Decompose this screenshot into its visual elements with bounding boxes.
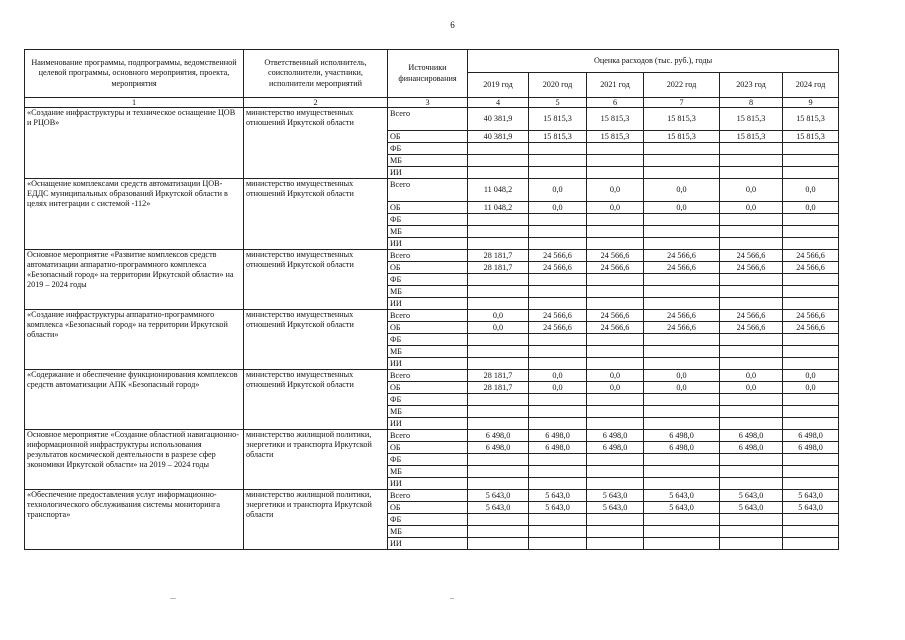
expense-value <box>783 454 839 466</box>
funding-source: МБ <box>388 346 468 358</box>
expense-value <box>529 406 587 418</box>
expense-value <box>468 334 529 346</box>
funding-source: Всего <box>388 430 468 442</box>
expense-value: 0,0 <box>529 179 587 202</box>
expense-value <box>468 454 529 466</box>
expense-value <box>644 226 720 238</box>
expense-value: 0,0 <box>587 202 644 214</box>
expense-value <box>468 466 529 478</box>
funding-source: Всего <box>388 370 468 382</box>
funding-source: ФБ <box>388 214 468 226</box>
expense-value: 0,0 <box>644 202 720 214</box>
expense-value <box>720 143 783 155</box>
expense-value <box>468 167 529 179</box>
expense-value <box>720 478 783 490</box>
expense-value <box>529 358 587 370</box>
expense-value: 0,0 <box>587 179 644 202</box>
responsible-executor: министерство имущественных отношений Иркутской области <box>244 179 388 250</box>
expense-value <box>720 406 783 418</box>
expense-value <box>720 358 783 370</box>
expense-value <box>587 286 644 298</box>
expense-value <box>468 286 529 298</box>
expense-value: 0,0 <box>644 179 720 202</box>
column-number: 8 <box>720 98 783 108</box>
column-number: 1 <box>25 98 244 108</box>
expense-value <box>783 418 839 430</box>
activity-name: «Создание инфраструктуры и техническое оснащение ЦОВ и РЦОВ» <box>25 108 244 179</box>
expense-value: 28 181,7 <box>468 382 529 394</box>
expense-value <box>720 155 783 167</box>
expense-value: 28 181,7 <box>468 262 529 274</box>
expense-value: 0,0 <box>529 382 587 394</box>
table-row <box>25 250 839 262</box>
expense-value <box>468 346 529 358</box>
table-row <box>25 310 839 322</box>
expense-value <box>468 394 529 406</box>
expense-value: 6 498,0 <box>783 430 839 442</box>
expense-value: 15 815,3 <box>783 131 839 143</box>
expense-value <box>644 514 720 526</box>
expense-value <box>587 478 644 490</box>
expense-value <box>529 143 587 155</box>
expense-value <box>529 346 587 358</box>
expense-value: 5 643,0 <box>587 502 644 514</box>
expense-value <box>529 334 587 346</box>
expense-value: 24 566,6 <box>644 250 720 262</box>
expense-value: 5 643,0 <box>529 502 587 514</box>
expense-value <box>587 143 644 155</box>
funding-source: МБ <box>388 155 468 167</box>
funding-source: ИИ <box>388 418 468 430</box>
expense-value: 5 643,0 <box>783 490 839 502</box>
expense-value <box>783 286 839 298</box>
expense-value: 6 498,0 <box>529 442 587 454</box>
expense-value <box>529 155 587 167</box>
expense-value: 6 498,0 <box>587 430 644 442</box>
funding-source: Всего <box>388 490 468 502</box>
table-body <box>25 108 839 550</box>
expense-value: 15 815,3 <box>587 131 644 143</box>
expense-value: 0,0 <box>644 382 720 394</box>
expense-value <box>468 538 529 550</box>
funding-source: ФБ <box>388 143 468 155</box>
funding-source: ОБ <box>388 502 468 514</box>
table-row <box>25 430 839 442</box>
column-number: 4 <box>468 98 529 108</box>
expense-value: 6 498,0 <box>644 430 720 442</box>
funding-source: ИИ <box>388 298 468 310</box>
expense-value <box>468 406 529 418</box>
column-number: 9 <box>783 98 839 108</box>
funding-source: ИИ <box>388 167 468 179</box>
expense-value <box>587 274 644 286</box>
expense-value <box>720 274 783 286</box>
page-number: 6 <box>450 20 455 30</box>
expense-value <box>644 358 720 370</box>
header-year: 2019 год <box>468 73 529 98</box>
expense-value: 6 498,0 <box>720 442 783 454</box>
header-responsible: Ответственный исполнитель, соисполнители, участники, исполнители мероприятий <box>244 50 388 98</box>
expense-value: 0,0 <box>783 179 839 202</box>
expense-value: 24 566,6 <box>720 310 783 322</box>
funding-source: МБ <box>388 526 468 538</box>
expense-value <box>468 358 529 370</box>
expense-value: 24 566,6 <box>720 322 783 334</box>
expense-value <box>720 418 783 430</box>
expense-value: 11 048,2 <box>468 202 529 214</box>
expense-value <box>644 538 720 550</box>
expense-value <box>644 167 720 179</box>
expense-value: 15 815,3 <box>720 108 783 131</box>
expense-value <box>529 514 587 526</box>
funding-source: Всего <box>388 310 468 322</box>
expense-value <box>720 226 783 238</box>
expense-value <box>587 214 644 226</box>
column-number-row <box>25 98 839 108</box>
expense-value <box>783 394 839 406</box>
column-number: 2 <box>244 98 388 108</box>
responsible-executor: министерство имущественных отношений Иркутской области <box>244 108 388 179</box>
expense-value: 6 498,0 <box>468 442 529 454</box>
expense-value <box>783 406 839 418</box>
expense-value: 24 566,6 <box>783 322 839 334</box>
expense-value <box>720 286 783 298</box>
expense-value <box>529 538 587 550</box>
expense-value: 15 815,3 <box>644 131 720 143</box>
expense-value <box>587 418 644 430</box>
expense-value <box>783 358 839 370</box>
expense-value <box>783 167 839 179</box>
expense-value <box>587 238 644 250</box>
activity-name: «Создание инфраструктуры аппаратно-программного комплекса «Безопасный город» на территории Иркутской области» <box>25 310 244 370</box>
funding-source: ФБ <box>388 454 468 466</box>
expense-value: 28 181,7 <box>468 370 529 382</box>
expense-value <box>720 538 783 550</box>
expense-value <box>720 238 783 250</box>
funding-source: ФБ <box>388 394 468 406</box>
responsible-executor: министерство имущественных отношений Иркутской области <box>244 310 388 370</box>
expense-value <box>783 298 839 310</box>
expense-value: 24 566,6 <box>587 262 644 274</box>
expense-value <box>644 143 720 155</box>
expense-value <box>587 538 644 550</box>
expense-value <box>720 466 783 478</box>
expense-value: 5 643,0 <box>468 490 529 502</box>
funding-source: ОБ <box>388 382 468 394</box>
expense-value <box>587 155 644 167</box>
expense-value <box>529 274 587 286</box>
expense-value: 5 643,0 <box>720 502 783 514</box>
expense-value <box>529 418 587 430</box>
expense-value <box>644 334 720 346</box>
expense-value: 15 815,3 <box>587 108 644 131</box>
expense-value <box>468 274 529 286</box>
expense-value: 0,0 <box>529 370 587 382</box>
expense-value: 0,0 <box>783 370 839 382</box>
expense-value <box>529 478 587 490</box>
funding-source: ОБ <box>388 442 468 454</box>
expense-value: 24 566,6 <box>783 262 839 274</box>
expense-value: 15 815,3 <box>529 131 587 143</box>
expense-value <box>529 214 587 226</box>
table-row <box>25 490 839 502</box>
budget-table <box>24 49 839 550</box>
expense-value: 0,0 <box>720 382 783 394</box>
expense-value: 24 566,6 <box>529 322 587 334</box>
expense-value <box>529 394 587 406</box>
table-row <box>25 179 839 202</box>
expense-value <box>783 538 839 550</box>
funding-source: ФБ <box>388 514 468 526</box>
expense-value: 0,0 <box>587 382 644 394</box>
expense-value: 6 498,0 <box>644 442 720 454</box>
expense-value <box>587 226 644 238</box>
expense-value <box>587 298 644 310</box>
funding-source: ФБ <box>388 334 468 346</box>
expense-value <box>644 298 720 310</box>
expense-value: 24 566,6 <box>587 322 644 334</box>
expense-value <box>587 454 644 466</box>
expense-value <box>529 226 587 238</box>
expense-value: 0,0 <box>783 202 839 214</box>
expense-value: 6 498,0 <box>529 430 587 442</box>
funding-source: Всего <box>388 250 468 262</box>
expense-value: 15 815,3 <box>783 108 839 131</box>
expense-value: 0,0 <box>644 370 720 382</box>
activity-name: Основное мероприятие «Развитие комплексов средств автоматизации аппаратно-программного комплекса «Безопасный город» на территории Иркутской области» на 2019 – 2024 годы <box>25 250 244 310</box>
expense-value <box>644 406 720 418</box>
expense-value <box>587 394 644 406</box>
expense-value <box>587 466 644 478</box>
header-year: 2023 год <box>720 73 783 98</box>
activity-name: «Содержание и обеспечение функционирования комплексов средств автоматизации АПК «Безопасный город» <box>25 370 244 430</box>
expense-value: 24 566,6 <box>529 262 587 274</box>
table-row <box>25 370 839 382</box>
expense-value <box>783 238 839 250</box>
expense-value <box>529 526 587 538</box>
expense-value <box>783 214 839 226</box>
expense-value <box>720 298 783 310</box>
responsible-executor: министерство жилищной политики, энергетики и транспорта Иркутской области <box>244 430 388 490</box>
activity-name: «Оснащение комплексами средств автоматизации ЦОВ-ЕДДС муниципальных образований Иркутской области в целях интеграции с системой -112» <box>25 179 244 250</box>
expense-value <box>644 214 720 226</box>
expense-value: 11 048,2 <box>468 179 529 202</box>
funding-source: МБ <box>388 466 468 478</box>
expense-value <box>644 346 720 358</box>
expense-value <box>644 286 720 298</box>
expense-value <box>720 394 783 406</box>
expense-value: 6 498,0 <box>587 442 644 454</box>
funding-source: ОБ <box>388 262 468 274</box>
funding-source: Всего <box>388 108 468 131</box>
expense-value: 5 643,0 <box>587 490 644 502</box>
expense-value <box>468 238 529 250</box>
funding-source: ИИ <box>388 538 468 550</box>
funding-source: ОБ <box>388 131 468 143</box>
expense-value: 24 566,6 <box>529 310 587 322</box>
expense-value: 24 566,6 <box>587 310 644 322</box>
expense-value: 15 815,3 <box>529 108 587 131</box>
expense-value <box>587 334 644 346</box>
expense-value <box>720 334 783 346</box>
column-number: 3 <box>388 98 468 108</box>
expense-value: 5 643,0 <box>720 490 783 502</box>
funding-source: МБ <box>388 286 468 298</box>
column-number: 6 <box>587 98 644 108</box>
funding-source: ИИ <box>388 478 468 490</box>
funding-source: ОБ <box>388 322 468 334</box>
expense-value <box>587 346 644 358</box>
expense-value: 6 498,0 <box>783 442 839 454</box>
responsible-executor: министерство имущественных отношений Иркутской области <box>244 250 388 310</box>
responsible-executor: министерство имущественных отношений Иркутской области <box>244 370 388 430</box>
funding-source: ОБ <box>388 202 468 214</box>
expense-value: 24 566,6 <box>644 322 720 334</box>
expense-value <box>720 514 783 526</box>
expense-value <box>468 226 529 238</box>
expense-value <box>783 274 839 286</box>
expense-value: 15 815,3 <box>720 131 783 143</box>
expense-value <box>468 418 529 430</box>
responsible-executor: министерство жилищной политики, энергетики и транспорта Иркутской области <box>244 490 388 550</box>
expense-value <box>720 214 783 226</box>
expense-value <box>468 514 529 526</box>
page-bottom-marks <box>0 598 905 599</box>
funding-source: ИИ <box>388 358 468 370</box>
header-estimate: Оценка расходов (тыс. руб.), годы <box>468 50 839 73</box>
expense-value: 5 643,0 <box>529 490 587 502</box>
expense-value: 0,0 <box>720 370 783 382</box>
expense-value: 5 643,0 <box>644 502 720 514</box>
expense-value: 0,0 <box>468 310 529 322</box>
expense-value <box>783 478 839 490</box>
expense-value: 24 566,6 <box>644 310 720 322</box>
expense-value: 0,0 <box>468 322 529 334</box>
header-year: 2021 год <box>587 73 644 98</box>
expense-value <box>529 298 587 310</box>
expense-value: 0,0 <box>587 370 644 382</box>
expense-value: 15 815,3 <box>644 108 720 131</box>
funding-source: МБ <box>388 406 468 418</box>
expense-value: 5 643,0 <box>783 502 839 514</box>
expense-value <box>783 226 839 238</box>
funding-source: ФБ <box>388 274 468 286</box>
expense-value <box>587 406 644 418</box>
expense-value <box>644 155 720 167</box>
expense-value <box>468 155 529 167</box>
expense-value <box>720 454 783 466</box>
expense-value <box>783 346 839 358</box>
expense-value <box>783 143 839 155</box>
expense-value <box>529 454 587 466</box>
expense-value <box>468 478 529 490</box>
expense-value: 24 566,6 <box>587 250 644 262</box>
expense-value <box>720 346 783 358</box>
activity-name: Основное мероприятие «Создание областной навигационно-информационной инфраструктуры использования результатов космической деятельности в разрезе сфер экономики Иркутской области» на 2019 – 2024 годы <box>25 430 244 490</box>
funding-source: Всего <box>388 179 468 202</box>
column-number: 5 <box>529 98 587 108</box>
expense-value: 24 566,6 <box>783 250 839 262</box>
expense-value: 6 498,0 <box>468 430 529 442</box>
expense-value: 24 566,6 <box>783 310 839 322</box>
expense-value <box>644 454 720 466</box>
expense-value: 6 498,0 <box>720 430 783 442</box>
expense-value <box>529 238 587 250</box>
expense-value <box>529 466 587 478</box>
expense-value <box>644 238 720 250</box>
expense-value <box>783 466 839 478</box>
expense-value <box>783 334 839 346</box>
expense-value: 0,0 <box>783 382 839 394</box>
expense-value <box>720 526 783 538</box>
header-sources: Источники финансирования <box>388 50 468 98</box>
expense-value <box>468 143 529 155</box>
header-name: Наименование программы, подпрограммы, ведомственной целевой программы, основного мероприятия, проекта, мероприятия <box>25 50 244 98</box>
expense-value <box>587 526 644 538</box>
expense-value <box>529 167 587 179</box>
activity-name: «Обеспечение предоставления услуг информационно-технологического обслуживания системы мониторинга транспорта» <box>25 490 244 550</box>
column-number: 7 <box>644 98 720 108</box>
table-row <box>25 108 839 131</box>
funding-source: ИИ <box>388 238 468 250</box>
expense-value: 0,0 <box>720 179 783 202</box>
expense-value <box>644 274 720 286</box>
expense-value <box>644 466 720 478</box>
expense-value <box>644 478 720 490</box>
expense-value <box>783 526 839 538</box>
funding-source: МБ <box>388 226 468 238</box>
expense-value <box>644 418 720 430</box>
expense-value: 5 643,0 <box>468 502 529 514</box>
expense-value: 24 566,6 <box>644 262 720 274</box>
expense-value <box>468 298 529 310</box>
expense-value <box>468 214 529 226</box>
expense-value: 24 566,6 <box>529 250 587 262</box>
expense-value: 40 381,9 <box>468 108 529 131</box>
expense-value <box>468 526 529 538</box>
header-year: 2022 год <box>644 73 720 98</box>
expense-value: 24 566,6 <box>720 262 783 274</box>
expense-value: 40 381,9 <box>468 131 529 143</box>
expense-value: 0,0 <box>720 202 783 214</box>
expense-value <box>587 358 644 370</box>
expense-value <box>644 394 720 406</box>
header-year: 2020 год <box>529 73 587 98</box>
expense-value <box>783 155 839 167</box>
expense-value <box>529 286 587 298</box>
expense-value <box>644 526 720 538</box>
expense-value: 28 181,7 <box>468 250 529 262</box>
expense-value: 24 566,6 <box>720 250 783 262</box>
header-year: 2024 год <box>783 73 839 98</box>
expense-value <box>587 514 644 526</box>
expense-value <box>720 167 783 179</box>
expense-value: 5 643,0 <box>644 490 720 502</box>
expense-value: 0,0 <box>529 202 587 214</box>
expense-value <box>783 514 839 526</box>
expense-value <box>587 167 644 179</box>
